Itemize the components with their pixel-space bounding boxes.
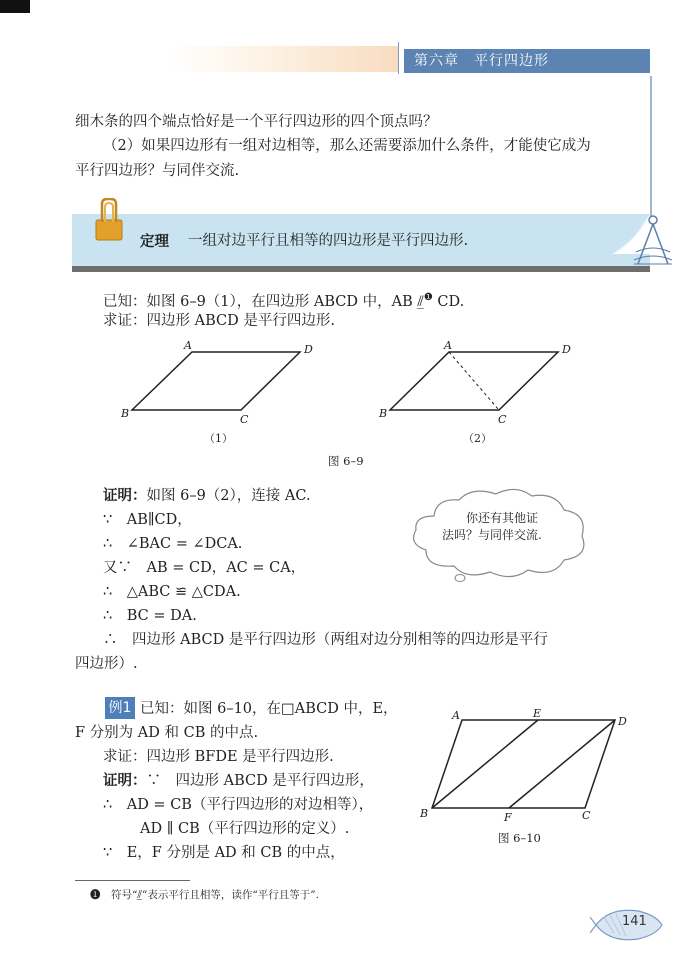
body-line-1: 细木条的四个端点恰好是一个平行四边形的四个顶点吗？ <box>75 114 438 130</box>
chapter-title: 第六章 平行四边形 <box>404 49 650 73</box>
fig-6-9-caption: 图 6–9 <box>328 454 364 468</box>
proof-intro-text: 如图 6–9（2），连接 AC. <box>146 488 311 504</box>
given-text: 已知：如图 6–9（1），在四边形 ABCD 中，AB ⫽̲ <box>103 293 424 310</box>
fig610-label-b: B <box>420 807 429 820</box>
diagonal-ac <box>449 352 499 410</box>
fig610-label-c: C <box>582 809 591 822</box>
example-proof-label: 证明： <box>103 773 147 789</box>
parallelogram-1 <box>132 352 300 410</box>
footnote-marker: ❶ <box>423 292 433 303</box>
footnote: ❶ 符号“⫽̲”表示平行且相等，读作“平行且等于”. <box>90 889 319 901</box>
proof-line-2: ∴ ∠BAC = ∠DCA. <box>103 536 243 552</box>
compass-icon <box>630 214 676 270</box>
fig1-label-c: C <box>240 413 249 426</box>
example-line-2: F 分别为 AD 和 CB 的中点. <box>75 725 259 741</box>
segment-be <box>432 720 538 808</box>
example-line-6: AD ∥ CB（平行四边形的定义）. <box>140 821 350 837</box>
figure-6-10 <box>420 705 630 855</box>
proof-label: 证明： <box>103 488 147 504</box>
theorem-shadow <box>72 266 650 272</box>
given-text-end: CD. <box>432 293 465 310</box>
fig610-label-e: E <box>533 707 542 720</box>
footnote-rule <box>75 880 190 881</box>
example-line-4 <box>103 770 374 792</box>
header-divider <box>398 42 399 74</box>
body-line-3: 平行四边形？与同伴交流. <box>75 163 240 179</box>
fig1-label-d: D <box>304 343 313 356</box>
example-line-3: 求证：四边形 BFDE 是平行四边形. <box>103 749 334 765</box>
margin-rule <box>650 76 652 216</box>
binder-clip-icon <box>92 198 126 242</box>
header-decoration <box>170 46 398 72</box>
fig-6-10-caption: 图 6–10 <box>498 831 541 845</box>
proof-line-7: 四边形）. <box>75 656 138 672</box>
figure-6-9 <box>110 335 590 470</box>
given-line-1 <box>103 287 464 313</box>
example-badge: 例1 <box>105 697 135 719</box>
fig1-caption: （1） <box>204 432 233 445</box>
page-number: 141 <box>622 914 647 929</box>
theorem-text: 一组对边平行且相等的四边形是平行四边形. <box>188 233 469 249</box>
proof-intro <box>103 485 311 507</box>
body-line-2: （2）如果四边形有一组对边相等，那么还需要添加什么条件，才能使它成为 <box>103 138 591 154</box>
example-line-7: ∵ E，F 分别是 AD 和 CB 的中点， <box>103 845 345 861</box>
fig610-label-a: A <box>452 709 460 722</box>
fig2-label-b: B <box>379 407 388 420</box>
proof-line-1: ∵ AB∥CD， <box>103 512 192 528</box>
theorem-label: 定理 <box>140 234 169 250</box>
fig610-label-d: D <box>618 715 627 728</box>
proof-line-4: ∴ △ABC ≌ △CDA. <box>103 584 241 600</box>
fig2-label-d: D <box>562 343 571 356</box>
fig2-label-a: A <box>444 339 452 352</box>
fig2-label-c: C <box>498 413 507 426</box>
example-line-1: 已知：如图 6–10，在□ABCD 中，E， <box>140 701 398 717</box>
corner-mark <box>0 0 30 13</box>
given-line-2: 求证：四边形 ABCD 是平行四边形. <box>103 313 335 329</box>
segment-fd <box>509 720 615 808</box>
example-line-5: ∴ AD = CB（平行四边形的对边相等）， <box>103 797 374 813</box>
fig610-label-f: F <box>504 811 512 824</box>
fig1-label-a: A <box>184 339 192 352</box>
proof-line-3: 又∵ AB = CD，AC = CA， <box>103 560 306 576</box>
bubble-line-1: 你还有其他证 <box>466 511 539 525</box>
proof-line-6: ∴ 四边形 ABCD 是平行四边形（两组对边分别相等的四边形是平行 <box>103 632 548 648</box>
bubble-line-2: 法吗？与同伴交流. <box>442 528 542 542</box>
proof-line-5: ∴ BC = DA. <box>103 608 197 624</box>
example-line-4-text: ∵ 四边形 ABCD 是平行四边形， <box>146 773 374 789</box>
fig1-label-b: B <box>121 407 130 420</box>
fig2-caption: （2） <box>463 432 492 445</box>
parallelogram-abcd <box>432 720 615 808</box>
